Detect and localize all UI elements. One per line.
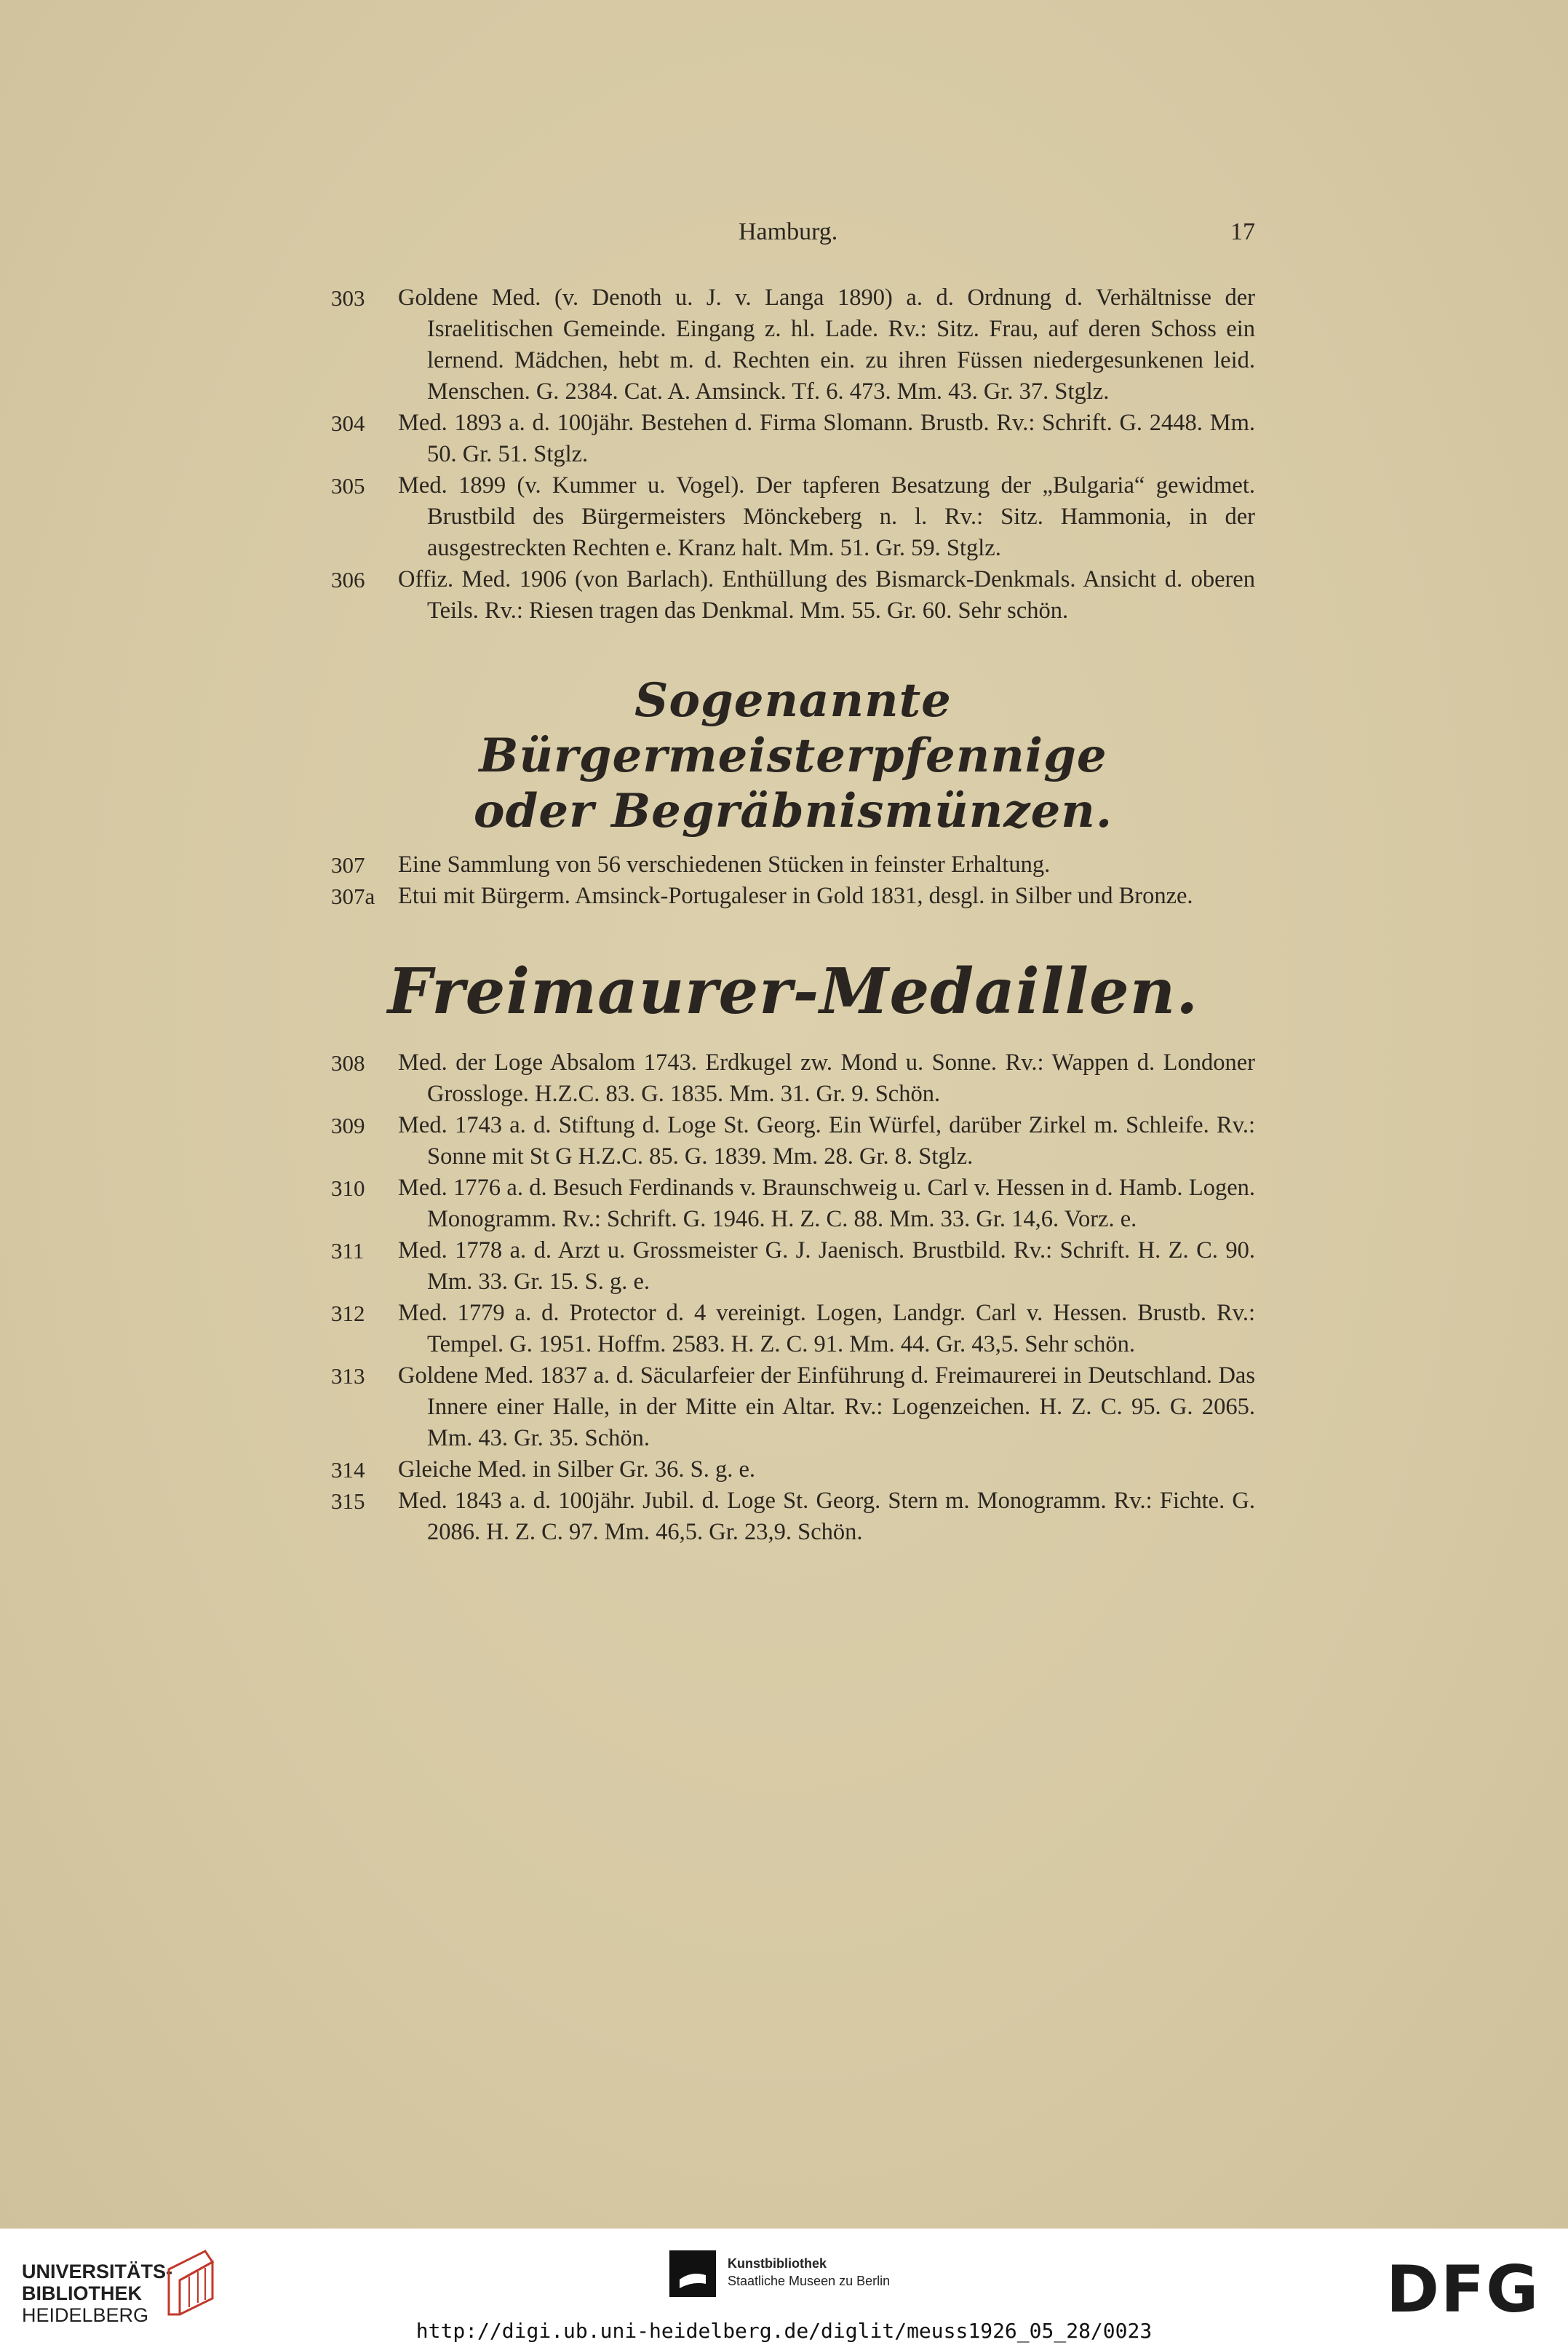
running-head xyxy=(331,218,1255,259)
entry-number: 312 xyxy=(331,1301,365,1326)
kunstbibliothek-text xyxy=(728,2255,890,2290)
entry-text: Eine Sammlung von 56 verschiedenen Stücken in feinster Erhaltung. xyxy=(398,852,1051,878)
kunstbibliothek-name: Kunstbibliothek xyxy=(728,2256,827,2271)
entry-text: Med. 1843 a. d. 100jähr. Jubil. d. Loge St. Georg. Stern m. Monogramm. Rv.: Fichte. G. 2086. H. Z. C. 97. Mm. 46,5. Gr. 23,9. Schön. xyxy=(398,1488,1255,1545)
section-heading-line2: oder Begräbnismünzen. xyxy=(473,784,1113,838)
university-library-logo[interactable] xyxy=(22,2261,172,2326)
university-name-line3: HEIDELBERG xyxy=(22,2304,149,2326)
catalog-entry xyxy=(331,1485,1255,1548)
section-heading-buergermeisterpfennige xyxy=(331,673,1255,839)
catalog-entry xyxy=(331,408,1255,470)
entry-number: 305 xyxy=(331,473,365,499)
entry-number: 307a xyxy=(331,884,375,909)
entry-number: 303 xyxy=(331,285,365,311)
section-heading-line1: Sogenannte Bürgermeisterpfennige xyxy=(479,673,1107,783)
entry-number: 306 xyxy=(331,567,365,592)
catalog-entry xyxy=(331,1047,1255,1110)
entry-number: 310 xyxy=(331,1175,365,1201)
entries-buergermeisterpfennige xyxy=(331,849,1255,912)
catalog-entry xyxy=(331,1454,1255,1485)
entry-number: 313 xyxy=(331,1363,365,1389)
catalog-entry xyxy=(331,881,1255,912)
entry-number: 311 xyxy=(331,1238,365,1263)
entry-number: 308 xyxy=(331,1050,365,1076)
catalog-entry xyxy=(331,1360,1255,1454)
university-mark-icon xyxy=(162,2247,220,2320)
entries-freimaurer xyxy=(331,1047,1255,1548)
catalog-entry xyxy=(331,1298,1255,1360)
entry-number: 309 xyxy=(331,1113,365,1138)
entry-text: Med. der Loge Absalom 1743. Erdkugel zw. Mond u. Sonne. Rv.: Wappen d. Londoner Grossloge. H.Z.C. 83. G. 1835. Mm. 31. Gr. 9. Schön. xyxy=(398,1050,1255,1107)
dfg-logo[interactable]: DFG xyxy=(1386,2252,1540,2327)
catalog-entry xyxy=(331,1172,1255,1235)
entry-text: Goldene Med. 1837 a. d. Säcularfeier der Einführung d. Freimaurerei in Deutschland. Das Innere einer Halle, in der Mitte ein Altar. Rv.: Logenzeichen. H. Z. C. 95. G. 2065. Mm. 43. Gr. 35. Schön. xyxy=(398,1362,1255,1451)
entry-text: Offiz. Med. 1906 (von Barlach). Enthüllung des Bismarck-Denkmals. Ansicht d. oberen Teils. Rv.: Riesen tragen das Denkmal. Mm. 55. Gr. 60. Sehr schön. xyxy=(398,566,1255,624)
entry-text: Med. 1743 a. d. Stiftung d. Loge St. Georg. Ein Würfel, darüber Zirkel m. Schleife. Rv.: Sonne mit St G H.Z.C. 85. G. 1839. Mm. 28. Gr. 8. Stglz. xyxy=(398,1112,1255,1170)
running-head-title: Hamburg. xyxy=(739,218,838,245)
entry-text: Med. 1778 a. d. Arzt u. Grossmeister G. J. Jaenisch. Brustbild. Rv.: Schrift. H. Z. C. 90. Mm. 33. Gr. 15. S. g. e. xyxy=(398,1237,1255,1295)
catalog-entry xyxy=(331,1235,1255,1298)
catalog-entry xyxy=(331,849,1255,881)
catalog-entry xyxy=(331,282,1255,408)
entry-number: 304 xyxy=(331,410,365,436)
entry-text: Med. 1893 a. d. 100jähr. Bestehen d. Firma Slomann. Brustb. Rv.: Schrift. G. 2448. Mm. 50. Gr. 51. Stglz. xyxy=(398,410,1255,467)
university-name-line2: BIBLIOTHEK xyxy=(22,2282,142,2304)
section-heading-freimaurer: Freimaurer-Medaillen. xyxy=(387,955,1199,1028)
entries-hamburg xyxy=(331,282,1255,627)
entry-number: 314 xyxy=(331,1457,365,1483)
entry-number: 307 xyxy=(331,852,365,878)
entry-text: Gleiche Med. in Silber Gr. 36. S. g. e. xyxy=(398,1456,756,1483)
university-name-line1: UNIVERSITÄTS- xyxy=(22,2261,173,2282)
entry-text: Goldene Med. (v. Denoth u. J. v. Langa 1890) a. d. Ordnung d. Verhältnisse der Israelitischen Gemeinde. Eingang z. hl. Lade. Rv.: Sitz. Frau, auf deren Schoss ein lernend. Mädchen, hebt m. d. Rechten ein. zu ihren Füssen niedergesunkenen leid. Menschen. G. 2384. Cat. A. Amsinck. Tf. 6. 473. Mm. 43. Gr. 37. Stglz. xyxy=(398,285,1255,405)
entry-text: Med. 1899 (v. Kummer u. Vogel). Der tapferen Besatzung der „Bulgaria“ gewidmet. Brustbild des Bürgermeisters Mönckeberg n. l. Rv.: Sitz. Hammonia, in der ausgestreckten Rechten e. Kranz halt. Mm. 51. Gr. 59. Stglz. xyxy=(398,472,1255,561)
entry-number: 315 xyxy=(331,1488,365,1514)
entry-text: Etui mit Bürgerm. Amsinck-Portugaleser in Gold 1831, desgl. in Silber und Bronze. xyxy=(398,883,1193,909)
permalink-url[interactable]: http://digi.ub.uni-heidelberg.de/diglit/meuss1926_05_28/0023 xyxy=(415,2319,1153,2343)
kunstbibliothek-subtitle: Staatliche Museen zu Berlin xyxy=(728,2274,891,2288)
kunstbibliothek-logo-icon[interactable] xyxy=(669,2250,716,2297)
page-number: 17 xyxy=(1230,218,1255,245)
entry-text: Med. 1779 a. d. Protector d. 4 vereinigt. Logen, Landgr. Carl v. Hessen. Brustb. Rv.: Tempel. G. 1951. Hoffm. 2583. H. Z. C. 91. Mm. 44. Gr. 43,5. Sehr schön. xyxy=(398,1300,1255,1357)
catalog-entry xyxy=(331,470,1255,564)
page-content xyxy=(331,218,1255,1548)
catalog-entry xyxy=(331,564,1255,627)
entry-text: Med. 1776 a. d. Besuch Ferdinands v. Braunschweig u. Carl v. Hessen in d. Hamb. Logen. Monogramm. Rv.: Schrift. G. 1946. H. Z. C. 88. Mm. 33. Gr. 14,6. Vorz. e. xyxy=(398,1175,1255,1232)
viewer-footer xyxy=(0,2229,1568,2345)
catalog-entry xyxy=(331,1110,1255,1172)
